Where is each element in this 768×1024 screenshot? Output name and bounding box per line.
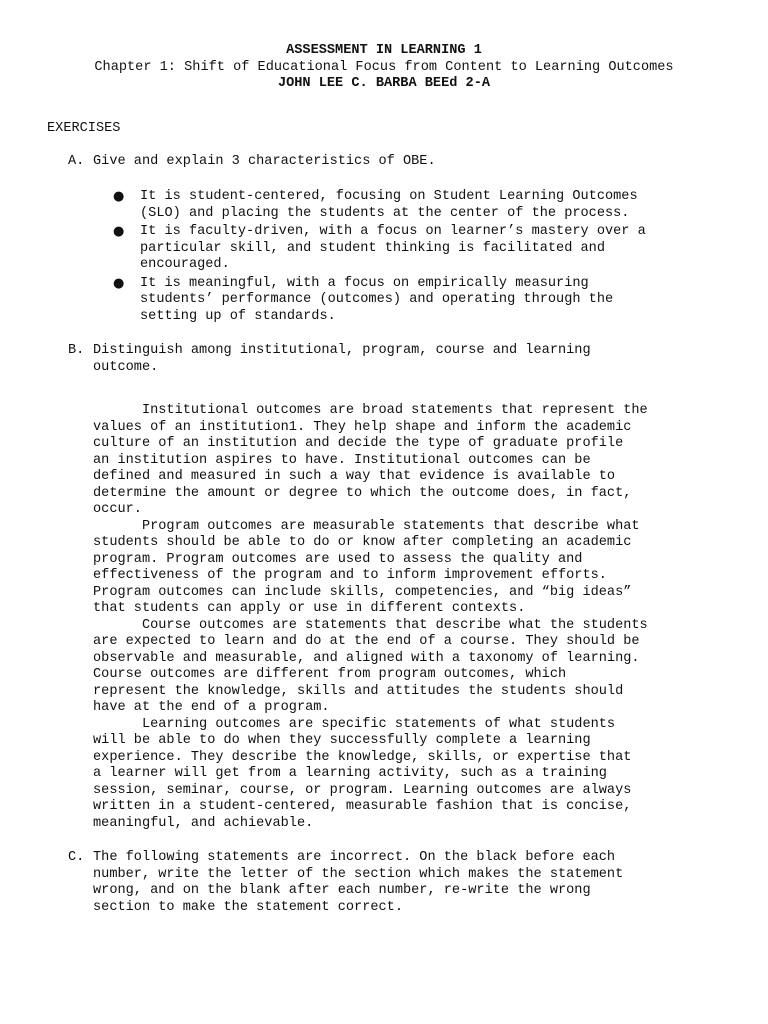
list-item-line: students’ performance (outcomes) and operating through the [140,292,614,307]
list-item-line: It is meaningful, with a focus on empirically measuring [140,275,589,291]
question-c [68,850,728,916]
list-item [113,276,733,326]
paragraph-program [93,519,733,618]
question-a [68,154,728,171]
list-item [113,189,733,222]
paragraph-line: occur. [93,502,142,517]
paragraph-line: Institutional outcomes are broad statements that represent the [93,403,648,418]
paragraph-line: determine the amount or degree to which the outcome does, in fact, [93,485,632,501]
bullet-icon: ● [113,189,125,204]
paragraph-line: Learning outcomes are specific statements of what students [93,716,616,732]
bullet-icon: ● [113,275,125,291]
paragraph-line: written in a student-centered, measurable fashion that is concise, [93,799,632,814]
question-b [68,343,728,376]
paragraph-institutional [93,403,733,519]
paragraph-line: values of an institution1. They help shape and inform the academic [93,419,632,435]
paragraph-course [93,618,733,717]
paragraph-line: Program outcomes can include skills, competencies, and “big ideas” [93,584,632,600]
question-b-line: Distinguish among institutional, program, course and learning [93,343,591,358]
paragraph-line: meaningful, and achievable. [93,815,314,831]
paragraph-line: Program outcomes are measurable statements that describe what [93,518,640,534]
exercises-heading: EXERCISES [47,121,121,136]
question-c-letter: C. [68,850,85,865]
list-item-line: (SLO) and placing the students at the center of the process. [140,205,630,221]
paragraph-line: a learner will get from a learning activity, such as a training [93,766,607,781]
paragraph-line: an institution aspires to have. Institutional outcomes can be [93,452,591,468]
question-a-letter: A. [68,154,85,169]
question-a-text [93,154,728,171]
paragraph-line: Course outcomes are different from program outcomes, which [93,667,567,682]
list-item [113,224,733,274]
paragraph-line: have at the end of a program. [93,700,330,715]
question-c-line: wrong, and on the blank after each number, re-write the wrong [93,883,591,898]
paragraph-line: session, seminar, course, or program. Learning outcomes are always [93,782,632,798]
list-item-line: setting up of standards. [140,308,336,324]
paragraph-line: experience. They describe the knowledge, skills, or expertise that [93,749,632,765]
question-c-line: number, write the letter of the section which makes the statement [93,866,624,882]
question-c-text [93,850,728,916]
list-item-line: encouraged. [140,257,230,272]
paragraph-line: represent the knowledge, skills and attitudes the students should [93,683,624,699]
paragraph-line: defined and measured in such a way that evidence is available to [93,469,616,484]
list-item-line: particular skill, and student thinking is facilitated and [140,240,605,256]
list-item-line: It is student-centered, focusing on Student Learning Outcomes [140,189,638,204]
outcomes-explanation [93,403,733,832]
question-b-text [93,343,728,376]
paragraph-line: Course outcomes are statements that describe what the students [93,617,648,633]
question-b-letter: B. [68,343,85,358]
question-b-line: outcome. [93,359,159,375]
question-c-line: section to make the statement correct. [93,899,403,915]
paragraph-line: students should be able to do or know after completing an academic [93,535,632,550]
paragraph-line: culture of an institution and decide the type of graduate profile [93,436,624,451]
question-c-line: The following statements are incorrect. On the black before each [93,850,616,865]
list-item-line: It is faculty-driven, with a focus on learner’s mastery over a [140,224,646,239]
paragraph-line: effectiveness of the program and to inform improvement efforts. [93,568,607,583]
paragraph-learning [93,717,733,833]
paragraph-line: are expected to learn and do at the end of a course. They should be [93,634,640,649]
bullet-icon: ● [113,224,125,239]
paragraph-line: program. Program outcomes are used to assess the quality and [93,551,583,567]
obe-characteristics-list [113,189,733,327]
paragraph-line: will be able to do when they successfully complete a learning [93,733,591,748]
paragraph-line: that students can apply or use in different contexts. [93,601,526,616]
question-a-line: Give and explain 3 characteristics of OBE. [93,154,436,169]
chapter-title: Chapter 1: Shift of Educational Focus from Content to Learning Outcomes [94,59,674,75]
document-header [0,43,768,93]
author-line: JOHN LEE C. BARBA BEEd 2-A [277,76,491,91]
paragraph-line: observable and measurable, and aligned with a taxonomy of learning. [93,650,640,666]
document-title: ASSESSMENT IN LEARNING 1 [286,43,482,58]
